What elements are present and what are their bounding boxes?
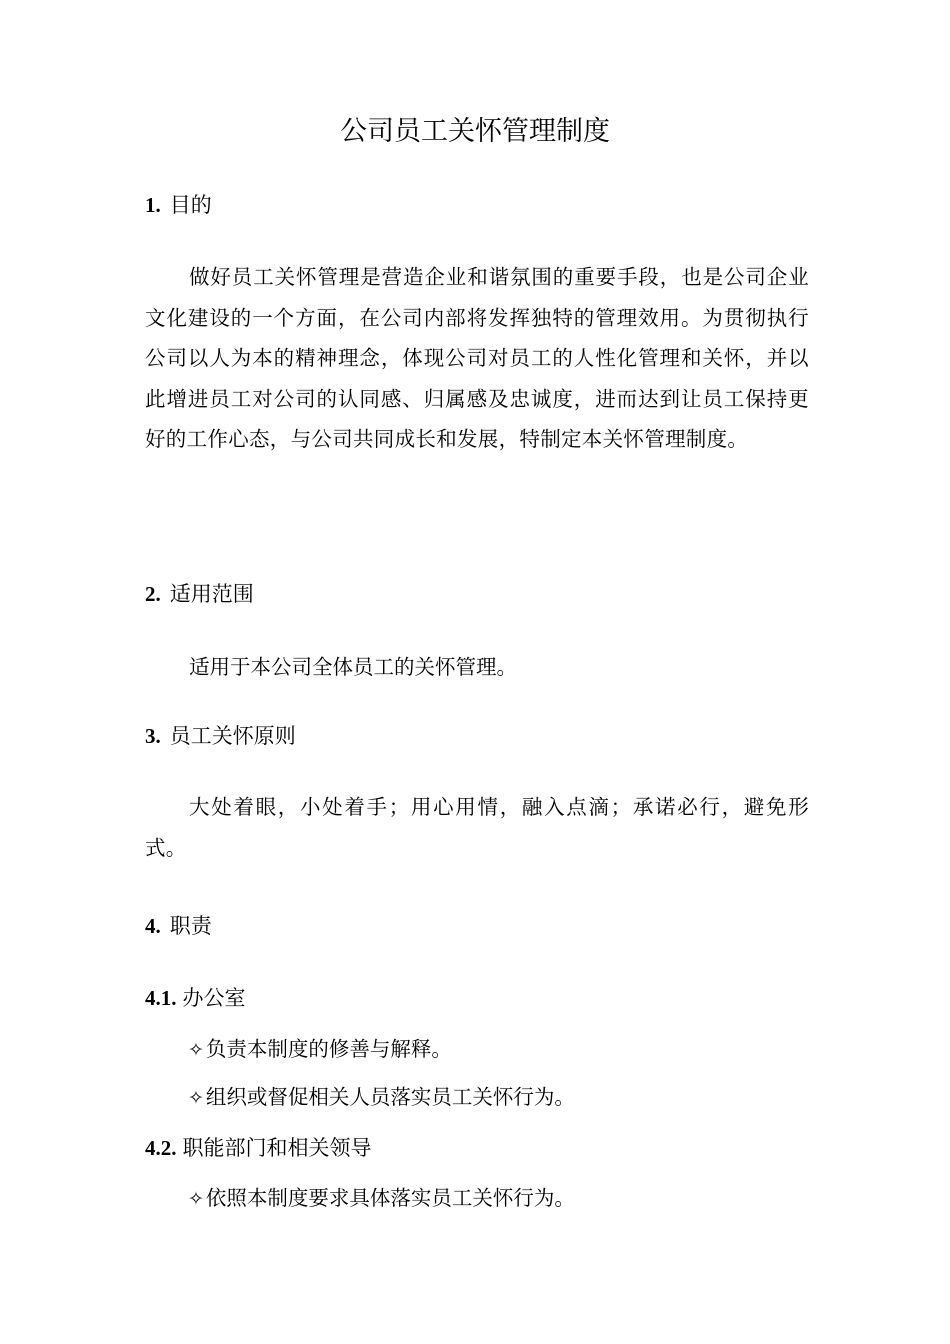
bullet-diamond-icon: ✧ bbox=[188, 1087, 204, 1109]
bullet-text: 组织或督促相关人员落实员工关怀行为。 bbox=[205, 1085, 575, 1109]
document-title: 公司员工关怀管理制度 bbox=[340, 116, 610, 147]
bullet-text: 依照本制度要求具体落实员工关怀行为。 bbox=[205, 1186, 575, 1210]
section-heading-scope bbox=[145, 578, 254, 610]
bullet-item bbox=[188, 1081, 575, 1114]
subsection-number: 4.1. bbox=[145, 986, 177, 1010]
subsection-number: 4.2. bbox=[145, 1136, 177, 1160]
section-heading-duties bbox=[145, 910, 212, 942]
bullet-diamond-icon: ✧ bbox=[188, 1188, 204, 1210]
section-body-purpose: 做好员工关怀管理是营造企业和谐氛围的重要手段，也是公司企业文化建设的一个方面，在公司内部将发挥独特的管理效用。为贯彻执行公司以人为本的精神理念，体现公司对员工的人性化管理和关怀，并以此增进员工对公司的认同感、归属感及忠诚度，进而达到让员工保持更好的工作心态，与公司共同成长和发展，特制定本关怀管理制度。 bbox=[145, 265, 809, 451]
section-title: 适用范围 bbox=[169, 582, 254, 606]
bullet-item bbox=[188, 1033, 452, 1066]
section-number: 4. bbox=[145, 914, 161, 938]
section-title: 员工关怀原则 bbox=[169, 724, 296, 748]
bullet-item bbox=[188, 1182, 575, 1215]
section-number: 1. bbox=[145, 193, 161, 217]
subsection-heading-departments bbox=[145, 1132, 372, 1164]
bullet-text: 负责本制度的修善与解释。 bbox=[205, 1037, 452, 1061]
section-number: 3. bbox=[145, 724, 161, 748]
section-title: 目的 bbox=[169, 193, 212, 217]
section-body-scope: 适用于本公司全体员工的关怀管理。 bbox=[189, 655, 517, 679]
subsection-heading-office bbox=[145, 982, 246, 1014]
section-heading-purpose bbox=[145, 189, 212, 221]
section-heading-principles bbox=[145, 720, 296, 752]
subsection-title: 职能部门和相关领导 bbox=[182, 1136, 372, 1160]
section-number: 2. bbox=[145, 582, 161, 606]
section-body-principles: 大处着眼，小处着手；用心用情，融入点滴；承诺必行，避免形式。 bbox=[145, 795, 809, 860]
subsection-title: 办公室 bbox=[182, 986, 246, 1010]
bullet-diamond-icon: ✧ bbox=[188, 1039, 204, 1061]
section-title: 职责 bbox=[169, 914, 212, 938]
